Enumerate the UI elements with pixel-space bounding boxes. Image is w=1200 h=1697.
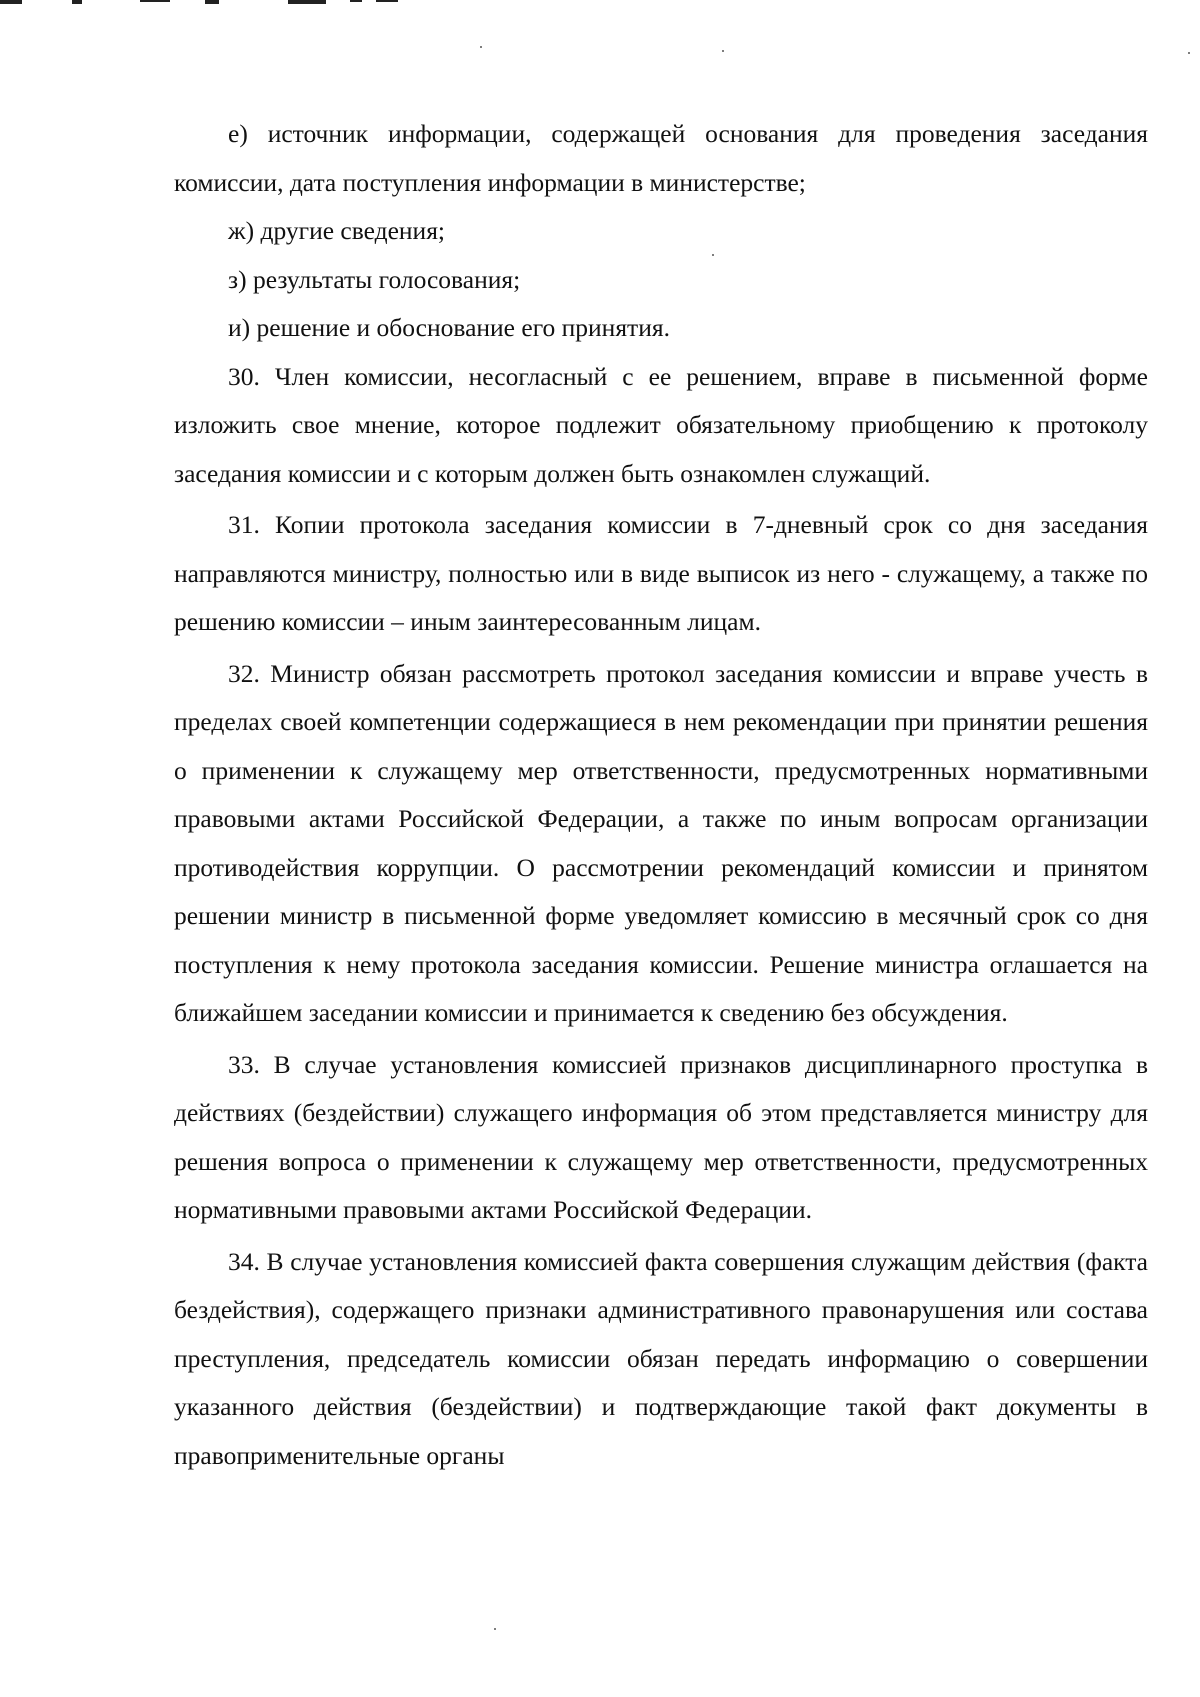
paragraph-33: 33. В случае установления комиссией признаков дисциплинарного проступка в действиях (бездействии) служащего информация об этом представляется министру для решения вопроса о применении к служащему мер ответственности, предусмотренных нормативными правовыми актами Российской Федерации. <box>174 1049 1148 1224</box>
document-text <box>174 110 1148 1480</box>
paragraph-34: 34. В случае установления комиссией факта совершения служащим действия (факта бездействия), содержащего признаки административного правонарушения или состава преступления, председатель комиссии обязан передать информацию о совершении указанного действия (бездействии) и подтверждающие такой факт документы в правоприменительные органы <box>174 1246 1148 1470</box>
scan-speck <box>722 50 724 52</box>
paragraph-item-z: з) результаты голосования; <box>228 264 521 294</box>
paragraph-item-e: е) источник информации, содержащей основания для проведения заседания комиссии, дата поступления информации в министерстве; <box>174 119 1148 197</box>
paragraph-item-zh: ж) другие сведения; <box>228 216 446 245</box>
paragraph-30: 30. Член комиссии, несогласный с ее решением, вправе в письменной форме изложить свое мнение, которое подлежит обязательному приобщению к протоколу заседания комиссии и с которым должен быть ознакомлен служащий. <box>174 361 1148 488</box>
scan-edge-artifact <box>0 0 470 6</box>
paragraph-32: 32. Министр обязан рассмотреть протокол заседания комиссии и вправе учесть в пределах своей компетенции содержащиеся в нем рекомендации при принятии решения о применении к служащему мер ответственности, предусмотренных нормативными правовыми актами Российской Федерации, а также по иным вопросам организации противодействия коррупции. О рассмотрении рекомендаций комиссии и принятом решении министр в письменной форме уведомляет комиссию в месячный срок со дня поступления к нему протокола заседания комиссии. Решение министра оглашается на ближайшем заседании комиссии и принимается к сведению без обсуждения. <box>174 658 1148 1027</box>
paragraph-31: 31. Копии протокола заседания комиссии в 7-дневный срок со дня заседания направляются министру, полностью или в виде выписок из него - служащему, а также по решению комиссии – иным заинтересованным лицам. <box>174 510 1148 636</box>
scan-speck <box>480 46 482 48</box>
scan-speck <box>494 1628 496 1630</box>
scan-speck <box>1188 52 1190 54</box>
paragraph-item-i: и) решение и обоснование его принятия. <box>228 313 670 342</box>
